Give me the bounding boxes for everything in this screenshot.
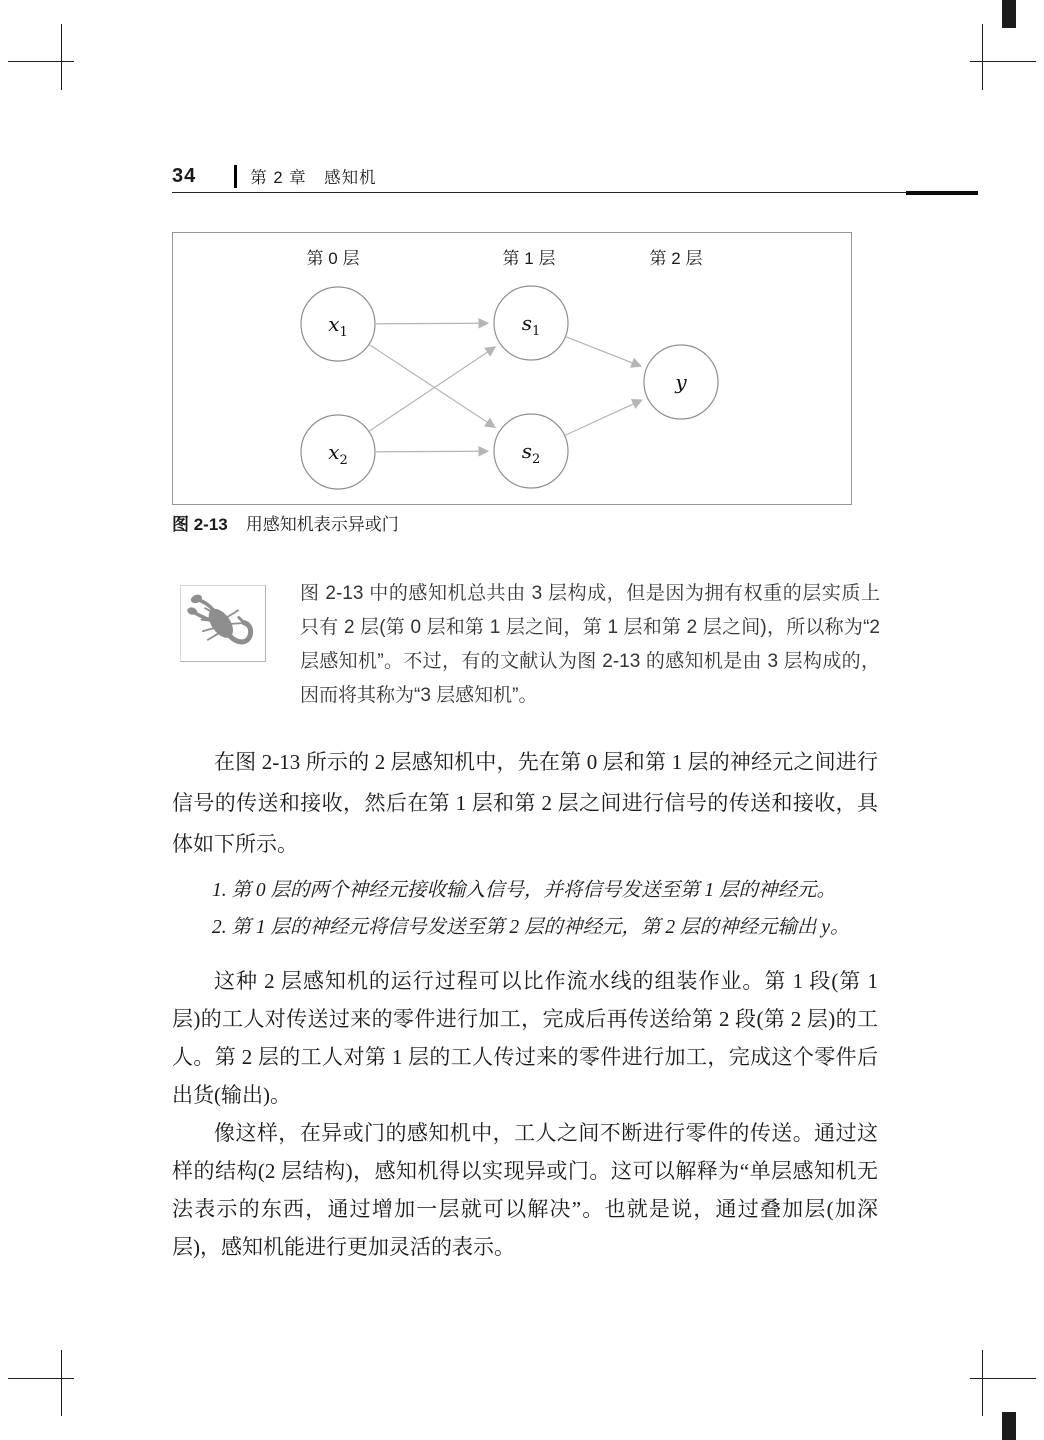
svg-text:第 0 层: 第 0 层 bbox=[306, 249, 360, 268]
registration-bar-bottom bbox=[1002, 1412, 1016, 1440]
svg-text:s2: $s_2$ bbox=[521, 439, 541, 467]
header-rule-thin bbox=[172, 192, 978, 193]
svg-text:第 2 层: 第 2 层 bbox=[649, 249, 703, 268]
crop-mark-bottom-left bbox=[8, 1378, 74, 1379]
perceptron-xor-diagram bbox=[173, 233, 851, 504]
paragraph-2: 这种 2 层感知机的运行过程可以比作流水线的组装作业。第 1 段(第 1 层)的工人对传送过来的零件进行加工，完成后再传送给第 2 段(第 2 层)的工人。第 2 层的工人对第 1 层的工人传过来的零件进行加工，完成这个零件后出货(输出)。 bbox=[172, 969, 878, 1107]
paragraph-3: 像这样，在异或门的感知机中，工人之间不断进行零件的传送。通过这样的结构(2 层结构)，感知机得以实现异或门。这可以解释为“单层感知机无法表示的东西，通过增加一层就可以解决”。也就是说，通过叠加层(加深层)，感知机能进行更加灵活的表示。 bbox=[172, 1121, 878, 1259]
figure-caption bbox=[172, 510, 878, 535]
list-item-1: 1. 第 0 层的两个神经元接收输入信号，并将信号发送至第 1 层的神经元。 bbox=[212, 880, 837, 901]
scorpion-icon bbox=[180, 585, 266, 662]
crop-mark-top-right bbox=[970, 61, 1036, 62]
paragraph-1: 在图 2-13 所示的 2 层感知机中，先在第 0 层和第 1 层的神经元之间进行信号的传送和接收，然后在第 1 层和第 2 层之间进行信号的传送和接收，具体如下所示。 bbox=[172, 750, 878, 856]
crop-mark-bottom-left bbox=[61, 1350, 62, 1416]
header-rule-thick bbox=[906, 191, 978, 195]
svg-text:s1: $s_1$ bbox=[521, 311, 541, 339]
crop-mark-bottom-right bbox=[970, 1378, 1036, 1379]
page-header bbox=[172, 163, 878, 189]
body-paragraphs bbox=[172, 962, 878, 1266]
steps-list bbox=[212, 872, 878, 946]
note-text: 图 2-13 中的感知机总共由 3 层构成，但是因为拥有权重的层实质上只有 2 层(第 0 层和第 1 层之间，第 1 层和第 2 层之间)，所以称为“2 层感知机”。不过，有的文献认为图 2-13 的感知机是由 3 层构成的，因而将其称为“3 层感知机”。 bbox=[300, 583, 880, 706]
scorpion-icon-graphic bbox=[186, 591, 260, 657]
crop-mark-bottom-right bbox=[982, 1350, 983, 1416]
chapter-title: 第 2 章 感知机 bbox=[250, 169, 377, 187]
header-divider bbox=[234, 165, 237, 188]
header-rule bbox=[172, 190, 978, 195]
crop-mark-top-left bbox=[61, 24, 62, 90]
crop-mark-top-left bbox=[8, 61, 74, 62]
crop-mark-top-right bbox=[982, 24, 983, 90]
list-item-2: 2. 第 1 层的神经元将信号发送至第 2 层的神经元，第 2 层的神经元输出 y。 bbox=[212, 917, 850, 938]
figure-caption-label: 图 2-13 bbox=[172, 515, 228, 534]
svg-text:x1: $x_1$ bbox=[328, 312, 348, 340]
figure-caption-text: 用感知机表示异或门 bbox=[245, 515, 399, 534]
svg-text:第 1 层: 第 1 层 bbox=[502, 249, 556, 268]
registration-bar-top bbox=[1002, 0, 1016, 28]
page-number: 34 bbox=[172, 164, 197, 187]
svg-text:y: y bbox=[675, 370, 687, 394]
svg-text:x2: $x_2$ bbox=[328, 440, 348, 468]
figure-2-13 bbox=[172, 232, 852, 505]
